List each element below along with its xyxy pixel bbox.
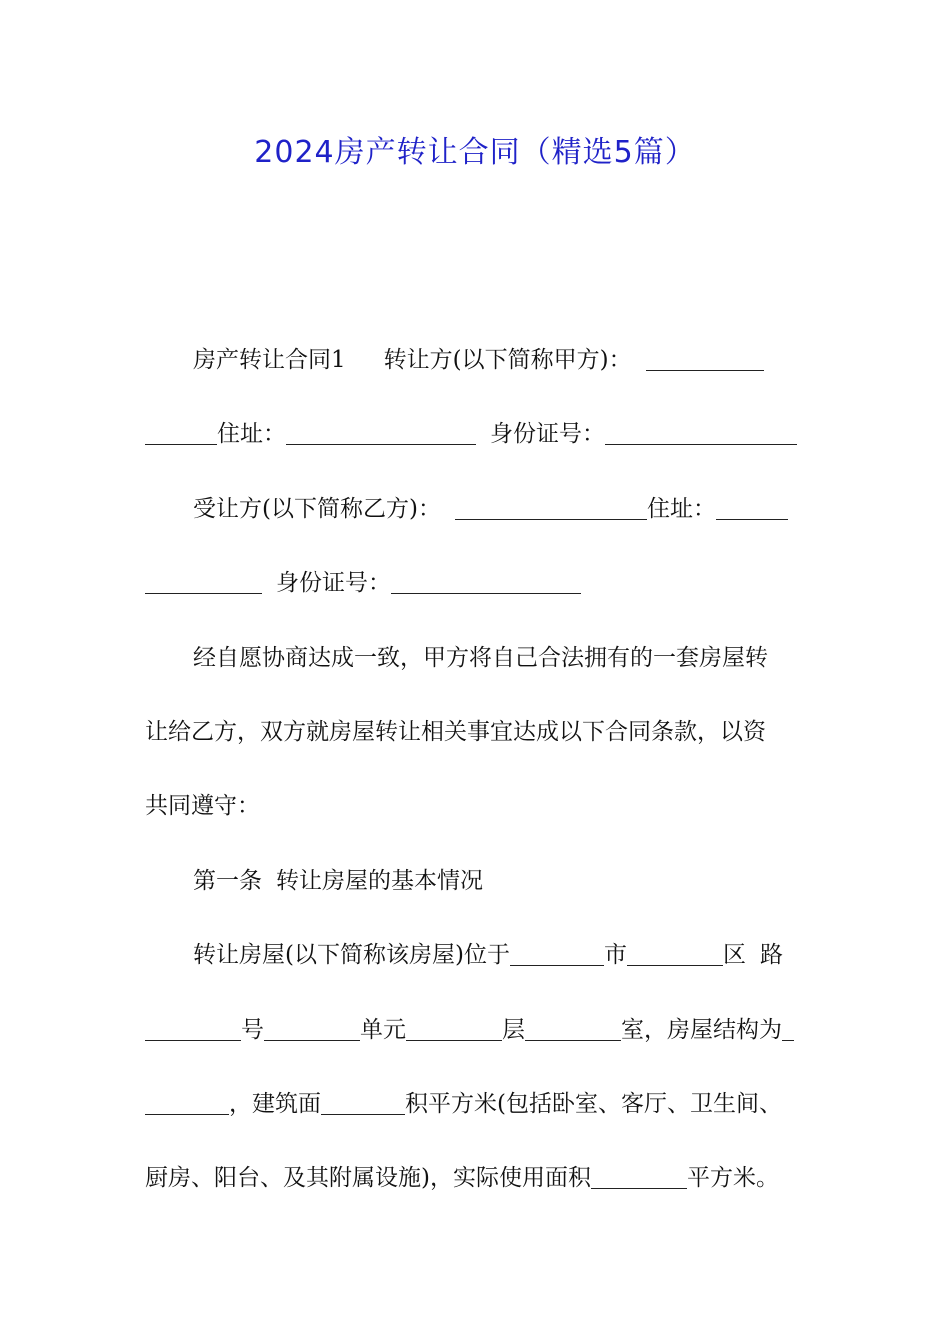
article-heading xyxy=(145,855,825,929)
house-location-line xyxy=(145,929,825,1003)
usable-area-prefix: 厨房、阳台、及其附属设施)，实际使用面积 xyxy=(145,1165,591,1192)
room-blank xyxy=(525,1016,621,1041)
transferor-id-blank xyxy=(605,420,797,445)
contract-body xyxy=(145,334,825,1227)
transferee-address-blank xyxy=(716,495,788,520)
district-blank xyxy=(627,941,723,966)
house-area-line xyxy=(145,1078,825,1152)
usable-area-unit: 平方米。 xyxy=(686,1165,779,1192)
floor-label: 层 xyxy=(502,1016,525,1043)
room-label: 室，房屋结构为 xyxy=(621,1016,782,1043)
article-title: 转让房屋的基本情况 xyxy=(276,867,483,894)
contract-name: 房产转让合同1 xyxy=(193,347,346,373)
number-blank xyxy=(145,1016,241,1041)
transferee-id-line xyxy=(145,557,825,631)
paragraph-line: 共同遵守： xyxy=(145,793,260,820)
structure-blank-cont xyxy=(145,1090,229,1115)
city-blank xyxy=(510,941,604,966)
number-label: 号 xyxy=(241,1016,264,1043)
transferor-address-line xyxy=(145,408,825,482)
transferor-address-label: 住址： xyxy=(217,421,286,448)
transferee-id-blank xyxy=(391,569,581,594)
paragraph-line: 经自愿协商达成一致，甲方将自己合法拥有的一套房屋转 xyxy=(193,644,768,671)
road-label: 路 xyxy=(759,942,783,969)
article-number: 第一条 xyxy=(193,867,262,894)
transferor-id-label: 身份证号： xyxy=(490,421,605,448)
area-unit-label: 积平方米(包括卧室、客厅、卫生间、 xyxy=(405,1090,782,1117)
transferor-label: 转让方(以下简称甲方)： xyxy=(383,347,632,373)
structure-blank xyxy=(782,1016,794,1041)
transferor-address-blank xyxy=(286,420,476,445)
transferor-name-blank-cont xyxy=(145,420,217,445)
paragraph-line: 让给乙方，双方就房屋转让相关事宜达成以下合同条款，以资 xyxy=(145,718,766,745)
usable-area-line xyxy=(145,1152,825,1226)
transferee-address-blank-cont xyxy=(145,569,262,594)
transferor-name-blank xyxy=(646,346,764,371)
transferee-address-label: 住址： xyxy=(646,495,716,522)
floor-blank xyxy=(406,1016,502,1041)
transferee-name-blank xyxy=(455,495,647,520)
usable-area-blank xyxy=(591,1164,687,1189)
location-prefix: 转让房屋(以下简称该房屋)位于 xyxy=(193,942,510,969)
district-label: 区 xyxy=(722,942,746,969)
unit-blank xyxy=(264,1016,360,1041)
transferee-line xyxy=(145,483,825,557)
transferee-id-label: 身份证号： xyxy=(276,570,391,597)
building-area-blank xyxy=(321,1090,405,1115)
city-label: 市 xyxy=(603,942,627,969)
unit-label: 单元 xyxy=(360,1016,406,1043)
transferee-label: 受让方(以下简称乙方)： xyxy=(193,495,441,522)
transferor-line xyxy=(145,334,825,408)
document-title: 2024房产转让合同（精选5篇） xyxy=(254,135,696,170)
building-area-prefix: ，建筑面 xyxy=(229,1090,321,1117)
house-address-line xyxy=(145,1004,825,1078)
